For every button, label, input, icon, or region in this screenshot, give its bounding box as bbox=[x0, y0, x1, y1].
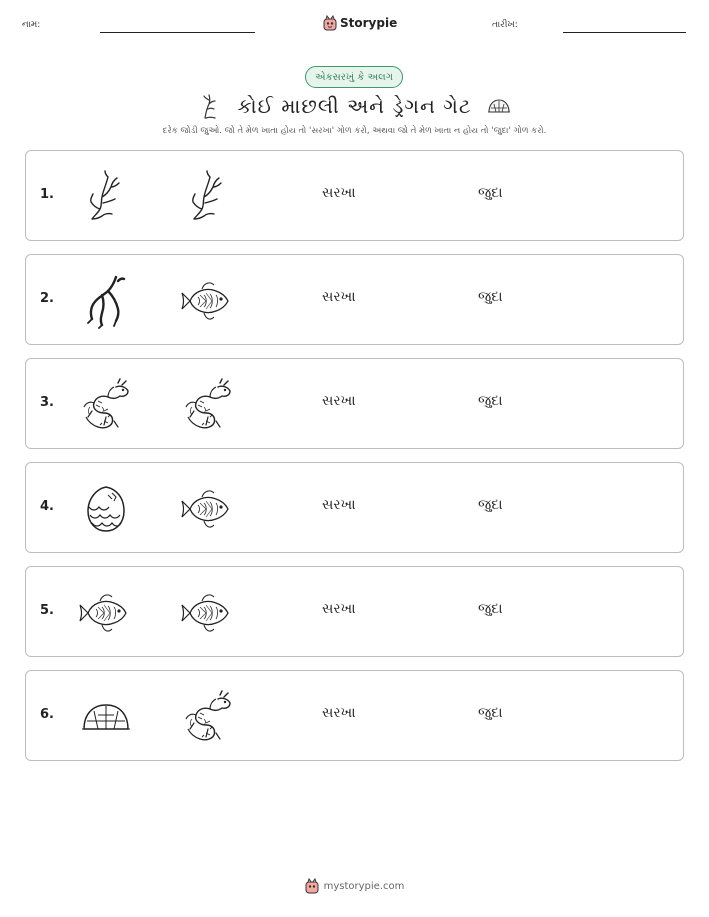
fish-icon bbox=[180, 273, 236, 329]
different-option[interactable]: જુદા bbox=[478, 393, 503, 409]
same-option[interactable]: સરખા bbox=[322, 289, 356, 305]
name-label: નામ: bbox=[22, 20, 41, 30]
same-option[interactable]: સરખા bbox=[322, 497, 356, 513]
fish-icon bbox=[180, 481, 236, 537]
different-option[interactable]: જુદા bbox=[478, 705, 503, 721]
worksheet-type-badge: એકસરખું કે અલગ bbox=[305, 66, 403, 88]
antler-icon bbox=[197, 92, 223, 120]
question-number: 5. bbox=[40, 603, 54, 618]
same-option[interactable]: સરખા bbox=[322, 705, 356, 721]
antler-icon bbox=[180, 169, 236, 225]
question-row-2 bbox=[25, 254, 684, 345]
question-row-4 bbox=[25, 462, 684, 553]
brand bbox=[323, 13, 397, 33]
instructions: દરેક જોડી જુઓ. જો તે મેળ ખાતા હોય તો 'સરખા' ગોળ કરો, અથવા જો તે મેળ ખાતા ન હોય તો 'જુદા' ગોળ કરો. bbox=[162, 126, 547, 136]
fish-icon bbox=[180, 585, 236, 641]
turtle-shell-icon bbox=[486, 92, 512, 120]
question-number: 6. bbox=[40, 707, 54, 722]
worksheet-header bbox=[0, 0, 709, 44]
claw-icon bbox=[78, 273, 134, 329]
same-option[interactable]: સરખા bbox=[322, 185, 356, 201]
date-label: તારીખ: bbox=[492, 20, 518, 30]
dragon-icon bbox=[180, 377, 236, 433]
dragon-icon bbox=[78, 377, 134, 433]
antler-icon bbox=[78, 169, 134, 225]
date-line[interactable] bbox=[563, 32, 686, 33]
question-number: 1. bbox=[40, 187, 54, 202]
same-option[interactable]: સરખા bbox=[322, 601, 356, 617]
question-number: 3. bbox=[40, 395, 54, 410]
different-option[interactable]: જુદા bbox=[478, 497, 503, 513]
title-row bbox=[0, 88, 709, 124]
same-option[interactable]: સરખા bbox=[322, 393, 356, 409]
question-row-3 bbox=[25, 358, 684, 449]
name-line[interactable] bbox=[100, 32, 255, 33]
brand-name: Storypie bbox=[340, 16, 398, 30]
scale-egg-icon bbox=[78, 481, 134, 537]
different-option[interactable]: જુદા bbox=[478, 601, 503, 617]
question-row-1 bbox=[25, 150, 684, 241]
turtle-shell-icon bbox=[78, 689, 134, 745]
storypie-logo-icon bbox=[323, 15, 337, 31]
footer bbox=[0, 878, 709, 894]
different-option[interactable]: જુદા bbox=[478, 185, 503, 201]
different-option[interactable]: જુદા bbox=[478, 289, 503, 305]
question-row-6 bbox=[25, 670, 684, 761]
footer-url[interactable]: mystorypie.com bbox=[323, 880, 405, 892]
storypie-logo-icon bbox=[305, 878, 319, 894]
page-title: કોઈ માછલી અને ડ્રેગન ગેટ bbox=[237, 94, 472, 118]
fish-icon bbox=[78, 585, 134, 641]
question-number: 4. bbox=[40, 499, 54, 514]
question-row-5 bbox=[25, 566, 684, 657]
dragon-icon bbox=[180, 689, 236, 745]
question-number: 2. bbox=[40, 291, 54, 306]
